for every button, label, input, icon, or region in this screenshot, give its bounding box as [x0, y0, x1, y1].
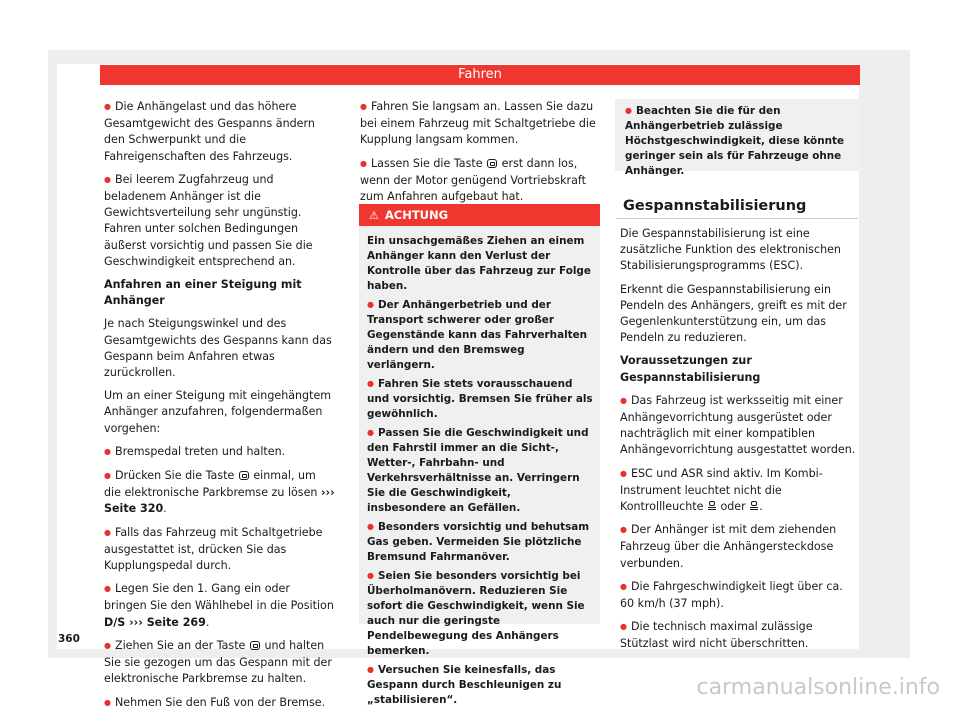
list-item: ● Legen Sie den 1. Gang ein oder bringen Sie den Wählhebel in die Position D/S ››› Seite 269. [104, 581, 336, 631]
list-item: ● Bei leerem Zugfahrzeug und beladenem Anhänger ist die Gewichtsverteilung sehr ungünstig. Fahren unter solchen Bedingungen äußerst vorsichtig und passen Sie die Geschwindigkeit entsprechend an. [104, 172, 336, 270]
list-item: ● Lassen Sie die Taste erst dann los, wenn der Motor genügend Vortriebskraft zum Anfahren aufgebaut hat. [360, 156, 600, 206]
warning-triangle-icon: ⚠ [369, 209, 379, 222]
list-item: ● Fahren Sie stets vorausschauend und vorsichtig. Bremsen Sie früher als gewöhnlich. [367, 377, 593, 422]
page-number: 360 [58, 633, 80, 645]
list-item: ● Der Anhängerbetrieb und der Transport schwerer oder großer Gegenstände kann das Fahrverhalten ändern und den Bremsweg verlängern. [367, 298, 593, 373]
esc-off-lamp-icon [749, 501, 759, 511]
section-title: Gespannstabilisierung [623, 198, 807, 214]
list-item: ● Besonders vorsichtig und behutsam Gas geben. Vermeiden Sie plötzliche Bremsund Fahrmanöver. [367, 520, 593, 565]
paragraph: Erkennt die Gespannstabilisierung ein Pendeln des Anhängers, greift es mit der Gegenlenkunterstützung ein, um das Pendeln zu reduzieren. [620, 282, 847, 345]
paragraph: Ein unsachgemäßes Ziehen an einem Anhänger kann den Verlust der Kontrolle über das Fahrzeug zur Folge haben. [367, 235, 591, 292]
parking-brake-key-icon [239, 471, 249, 480]
paragraph: Um an einer Steigung mit eingehängtem Anhänger anzufahren, folgendermaßen vorgehen: [104, 389, 332, 435]
paragraph: Die Gespannstabilisierung ist eine zusätzliche Funktion des elektronischen Stabilisierungsprogramms (ESC). [620, 227, 841, 273]
column-middle [360, 99, 600, 212]
page-reference-link[interactable]: D/S ››› Seite 269 [104, 615, 206, 629]
note-box [615, 99, 859, 177]
list-item: ● Seien Sie besonders vorsichtig bei Überholmanövern. Reduzieren Sie sofort die Geschwindigkeit, wenn Sie auch nur die geringste Pendelbewegung des Anhängers bemerken. [367, 569, 593, 659]
list-item: ● Fahren Sie langsam an. Lassen Sie dazu bei einem Fahrzeug mit Schaltgetriebe die Kupplung langsam kommen. [360, 99, 600, 149]
note-body: ● Beachten Sie die für den Anhängerbetrieb zulässige Höchstgeschwindigkeit, diese könnte geringer sein als für Fahrzeuge ohne Anhänger. [615, 99, 859, 179]
parking-brake-key-icon [250, 641, 260, 650]
paragraph: Je nach Steigungswinkel und des Gesamtgewichts des Gespanns kann das Gespann beim Anfahren etwas zurückrollen. [104, 317, 332, 380]
watermark: carmanualsonline.info [696, 675, 940, 700]
list-item: ● Drücken Sie die Taste einmal, um die elektronische Parkbremse zu lösen ››› Seite 320. [104, 468, 336, 518]
esc-warning-lamp-icon [707, 501, 717, 511]
column-right [620, 226, 860, 660]
list-item: ● Versuchen Sie keinesfalls, das Gespann durch Beschleunigen zu „stabilisieren“. [367, 663, 593, 708]
list-item: ● Der Anhänger ist mit dem ziehenden Fahrzeug über die Anhängersteckdose verbunden. [620, 522, 860, 572]
warning-body [359, 226, 600, 708]
list-item: ● Ziehen Sie an der Taste und halten Sie sie gezogen um das Gespann mit der elektronische Parkbremse zu halten. [104, 638, 336, 688]
warning-box [359, 204, 600, 706]
list-item: ● Passen Sie die Geschwindigkeit und den Fahrstil immer an die Sicht-, Wetter-, Fahrbahn- und Verkehrsverhältnisse an. Verringern Sie die Geschwindigkeit, insbesondere an Gefällen. [367, 426, 593, 516]
page-reference-link[interactable]: ››› Seite 320 [104, 486, 335, 516]
page-header: Fahren [100, 65, 860, 85]
list-item: ● ESC und ASR sind aktiv. Im Kombi-Instrument leuchtet nicht die Kontrollleuchte oder . [620, 466, 860, 516]
list-item: ● Falls das Fahrzeug mit Schaltgetriebe ausgestattet ist, drücken Sie das Kupplungspedal durch. [104, 525, 336, 575]
list-item: ● Das Fahrzeug ist werksseitig mit einer Anhängevorrichtung ausgerüstet oder nachträglich mit einer kompatiblen Anhängevorrichtung ausgestattet worden. [620, 393, 860, 459]
list-item: ● Die technisch maximal zulässige Stützlast wird nicht überschritten. [620, 619, 860, 652]
list-item: ● Bremspedal treten und halten. [104, 444, 336, 461]
list-item: ● Nehmen Sie den Fuß von der Bremse. [104, 695, 336, 712]
list-item: ● Die Fahrgeschwindigkeit liegt über ca. 60 km/h (37 mph). [620, 579, 860, 612]
subheading-hill-start: Anfahren an einer Steigung mit Anhänger [104, 278, 302, 308]
list-item: ● Die Anhängelast und das höhere Gesamtgewicht des Gespanns ändern den Schwerpunkt und die Fahreigenschaften des Fahrzeugs. [104, 99, 336, 165]
subheading-requirements: Voraussetzungen zur Gespannstabilisierung [620, 354, 761, 384]
column-left [104, 99, 336, 719]
warning-title: ⚠ ACHTUNG [359, 204, 600, 226]
section-heading [616, 190, 858, 219]
parking-brake-key-icon [487, 159, 497, 168]
